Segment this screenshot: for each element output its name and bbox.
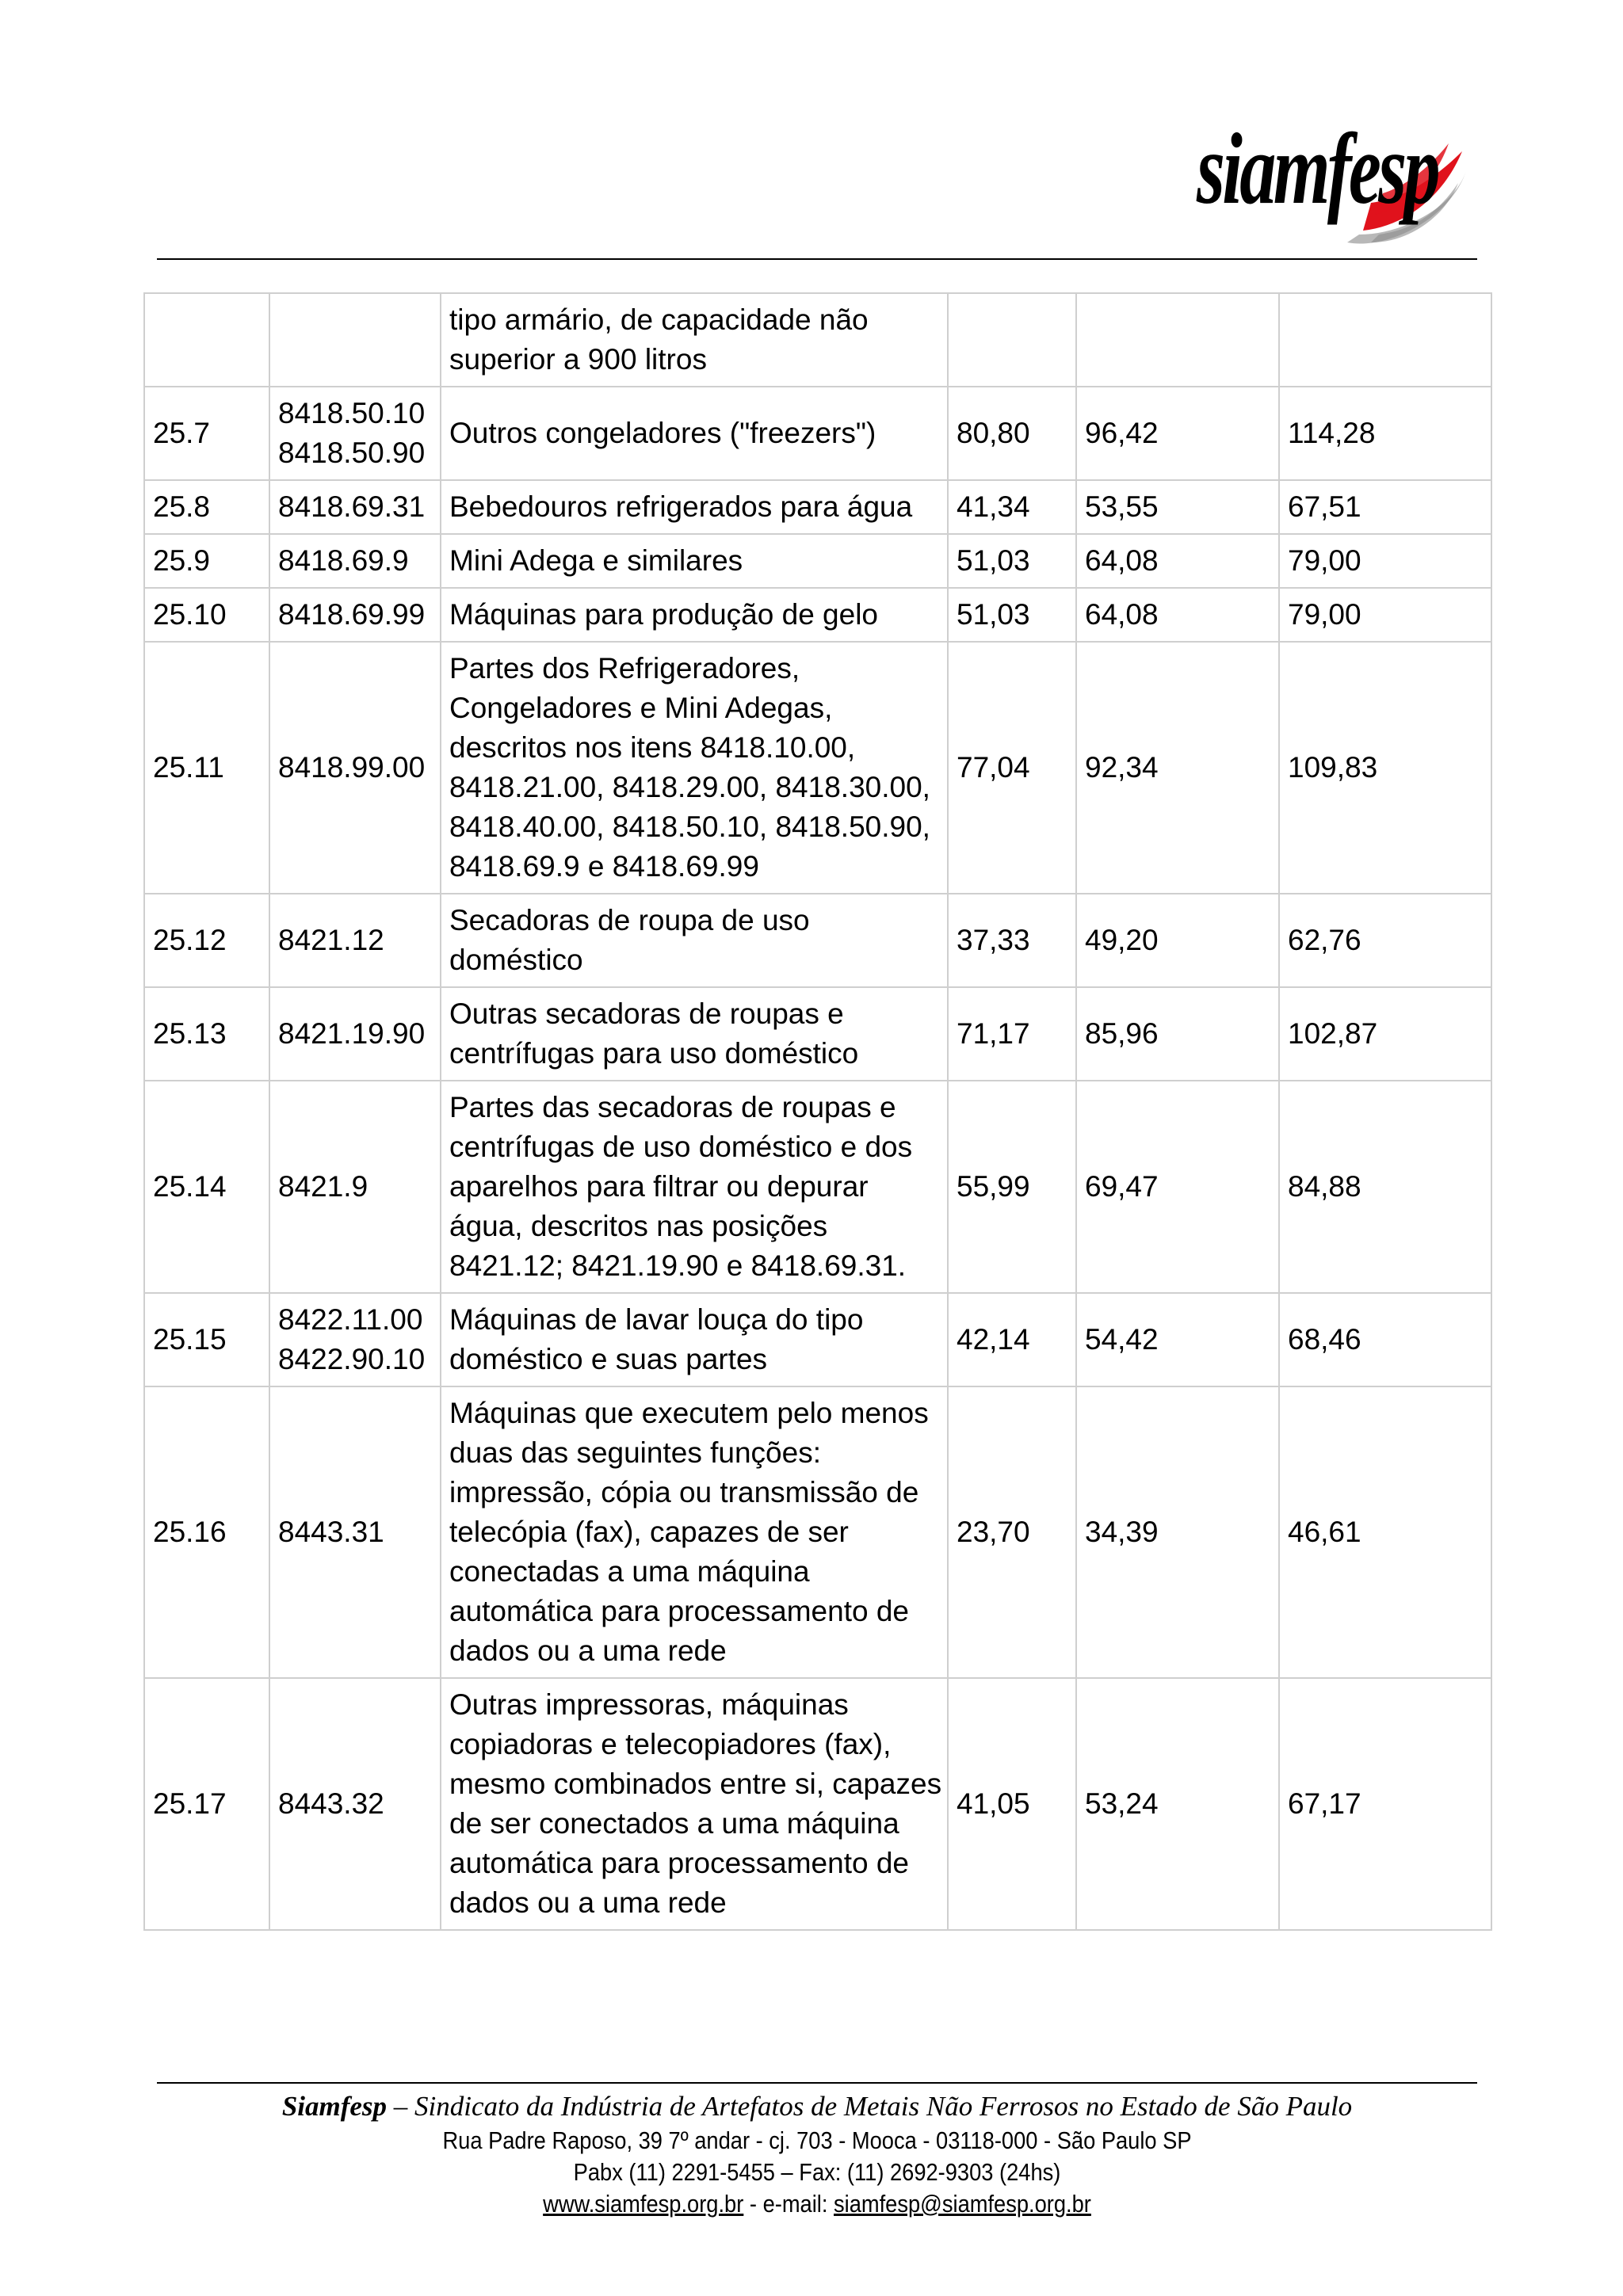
tax-table bbox=[143, 292, 1492, 1931]
ncm-cell bbox=[269, 293, 441, 387]
value-cell-2: 54,42 bbox=[1076, 1293, 1279, 1386]
description-cell: Outras secadoras de roupas e centrífugas para uso doméstico bbox=[441, 987, 948, 1081]
value-cell-1: 41,05 bbox=[948, 1678, 1076, 1930]
table-row bbox=[144, 480, 1491, 534]
value-cell-1 bbox=[948, 293, 1076, 387]
description-cell: Máquinas de lavar louça do tipo doméstico e suas partes bbox=[441, 1293, 948, 1386]
ncm-cell bbox=[269, 1678, 441, 1930]
ncm-cell bbox=[269, 1081, 441, 1293]
table-row bbox=[144, 588, 1491, 642]
value-cell-1: 23,70 bbox=[948, 1386, 1076, 1678]
footer-contact-line bbox=[236, 2188, 1398, 2220]
ncm-cell bbox=[269, 1386, 441, 1678]
value-cell-2: 64,08 bbox=[1076, 588, 1279, 642]
footer-org-name: Siamfesp bbox=[281, 2091, 388, 2122]
value-cell-2: 92,34 bbox=[1076, 642, 1279, 894]
value-cell-3: 46,61 bbox=[1279, 1386, 1491, 1678]
value-cell-1: 55,99 bbox=[948, 1081, 1076, 1293]
value-cell-3: 84,88 bbox=[1279, 1081, 1491, 1293]
ncm-cell bbox=[269, 534, 441, 588]
page-footer bbox=[157, 2088, 1477, 2220]
table-row bbox=[144, 894, 1491, 987]
header-divider bbox=[157, 258, 1477, 260]
item-cell: 25.7 bbox=[144, 387, 269, 480]
description-cell: Outras impressoras, máquinas copiadoras e telecopiadores (fax), mesmo combinados entre si, capazes de ser conectados a uma máquina automática para processamento de dados ou a uma rede bbox=[441, 1678, 948, 1930]
value-cell-2: 49,20 bbox=[1076, 894, 1279, 987]
ncm-code: 8418.69.9 bbox=[278, 544, 409, 577]
description-cell: Partes dos Refrigeradores, Congeladores e Mini Adegas, descritos nos itens 8418.10.00, 8418.21.00, 8418.29.00, 8418.30.00, 8418.40.00, 8418.50.10, 8418.50.90, 8418.69.9 e 8418.69.99 bbox=[441, 642, 948, 894]
footer-divider bbox=[157, 2082, 1477, 2084]
value-cell-1: 80,80 bbox=[948, 387, 1076, 480]
table-row bbox=[144, 1081, 1491, 1293]
footer-org-line bbox=[157, 2088, 1477, 2125]
ncm-code: 8421.12 bbox=[278, 924, 384, 956]
ncm-code: 8418.69.31 bbox=[278, 490, 426, 523]
table-row bbox=[144, 1386, 1491, 1678]
item-cell: 25.17 bbox=[144, 1678, 269, 1930]
item-cell: 25.11 bbox=[144, 642, 269, 894]
ncm-cell bbox=[269, 642, 441, 894]
description-cell: Máquinas que executem pelo menos duas das seguintes funções: impressão, cópia ou transmissão de telecópia (fax), capazes de ser conectadas a uma máquina automática para processamento de dados ou a uma rede bbox=[441, 1386, 948, 1678]
description-cell: Partes das secadoras de roupas e centrífugas de uso doméstico e dos aparelhos para filtrar ou depurar água, descritos nas posições 8421.12; 8421.19.90 e 8418.69.31. bbox=[441, 1081, 948, 1293]
footer-email-label: - e-mail: bbox=[743, 2190, 834, 2218]
logo-text: siamfesp bbox=[1197, 113, 1438, 225]
table-row bbox=[144, 1293, 1491, 1386]
table-row bbox=[144, 642, 1491, 894]
ncm-cell bbox=[269, 894, 441, 987]
table-row bbox=[144, 534, 1491, 588]
description-cell: Bebedouros refrigerados para água bbox=[441, 480, 948, 534]
item-cell: 25.14 bbox=[144, 1081, 269, 1293]
value-cell-2: 53,24 bbox=[1076, 1678, 1279, 1930]
table-row bbox=[144, 293, 1491, 387]
table-row bbox=[144, 987, 1491, 1081]
item-cell: 25.16 bbox=[144, 1386, 269, 1678]
footer-website-link[interactable]: www.siamfesp.org.br bbox=[543, 2190, 744, 2218]
value-cell-3: 79,00 bbox=[1279, 588, 1491, 642]
value-cell-3: 62,76 bbox=[1279, 894, 1491, 987]
description-cell: Mini Adega e similares bbox=[441, 534, 948, 588]
value-cell-1: 77,04 bbox=[948, 642, 1076, 894]
value-cell-2: 64,08 bbox=[1076, 534, 1279, 588]
ncm-cell bbox=[269, 1293, 441, 1386]
ncm-code: 8422.90.10 bbox=[278, 1343, 426, 1375]
value-cell-2: 53,55 bbox=[1076, 480, 1279, 534]
ncm-cell bbox=[269, 387, 441, 480]
ncm-cell bbox=[269, 987, 441, 1081]
value-cell-2: 69,47 bbox=[1076, 1081, 1279, 1293]
value-cell-2: 96,42 bbox=[1076, 387, 1279, 480]
footer-address: Rua Padre Raposo, 39 7º andar - cj. 703 - Mooca - 03118-000 - São Paulo SP bbox=[442, 2126, 1192, 2154]
ncm-code: 8418.50.10 bbox=[278, 397, 426, 429]
value-cell-1: 41,34 bbox=[948, 480, 1076, 534]
ncm-code: 8418.50.90 bbox=[278, 437, 426, 469]
value-cell-3: 79,00 bbox=[1279, 534, 1491, 588]
value-cell-3: 68,46 bbox=[1279, 1293, 1491, 1386]
value-cell-3 bbox=[1279, 293, 1491, 387]
ncm-code: 8422.11.00 bbox=[278, 1303, 423, 1336]
value-cell-3: 67,17 bbox=[1279, 1678, 1491, 1930]
value-cell-2: 34,39 bbox=[1076, 1386, 1279, 1678]
value-cell-2: 85,96 bbox=[1076, 987, 1279, 1081]
ncm-cell bbox=[269, 480, 441, 534]
ncm-code: 8421.19.90 bbox=[278, 1017, 426, 1050]
ncm-code: 8443.31 bbox=[278, 1516, 384, 1548]
item-cell: 25.12 bbox=[144, 894, 269, 987]
ncm-code: 8418.69.99 bbox=[278, 598, 426, 631]
value-cell-3: 109,83 bbox=[1279, 642, 1491, 894]
value-cell-1: 71,17 bbox=[948, 987, 1076, 1081]
description-cell: Outros congeladores ("freezers") bbox=[441, 387, 948, 480]
ncm-code: 8418.99.00 bbox=[278, 751, 426, 784]
tax-table-body bbox=[144, 293, 1491, 1930]
footer-phones: Pabx (11) 2291-5455 – Fax: (11) 2692-9303 (24hs) bbox=[573, 2158, 1061, 2186]
value-cell-3: 67,51 bbox=[1279, 480, 1491, 534]
ncm-code: 8443.32 bbox=[278, 1787, 384, 1820]
item-cell: 25.9 bbox=[144, 534, 269, 588]
value-cell-3: 102,87 bbox=[1279, 987, 1491, 1081]
value-cell-1: 51,03 bbox=[948, 534, 1076, 588]
item-cell bbox=[144, 293, 269, 387]
value-cell-1: 37,33 bbox=[948, 894, 1076, 987]
siamfesp-logo bbox=[1197, 108, 1466, 258]
value-cell-3: 114,28 bbox=[1279, 387, 1491, 480]
description-cell: tipo armário, de capacidade não superior a 900 litros bbox=[441, 293, 948, 387]
value-cell-1: 51,03 bbox=[948, 588, 1076, 642]
item-cell: 25.10 bbox=[144, 588, 269, 642]
item-cell: 25.13 bbox=[144, 987, 269, 1081]
value-cell-1: 42,14 bbox=[948, 1293, 1076, 1386]
item-cell: 25.8 bbox=[144, 480, 269, 534]
ncm-code: 8421.9 bbox=[278, 1170, 369, 1203]
description-cell: Máquinas para produção de gelo bbox=[441, 588, 948, 642]
table-row bbox=[144, 1678, 1491, 1930]
item-cell: 25.15 bbox=[144, 1293, 269, 1386]
ncm-cell bbox=[269, 588, 441, 642]
table-row bbox=[144, 387, 1491, 480]
footer-email-link[interactable]: siamfesp@siamfesp.org.br bbox=[834, 2190, 1091, 2218]
footer-org-full: – Sindicato da Indústria de Artefatos de Metais Não Ferrosos no Estado de São Paulo bbox=[387, 2091, 1353, 2122]
description-cell: Secadoras de roupa de uso doméstico bbox=[441, 894, 948, 987]
value-cell-2 bbox=[1076, 293, 1279, 387]
